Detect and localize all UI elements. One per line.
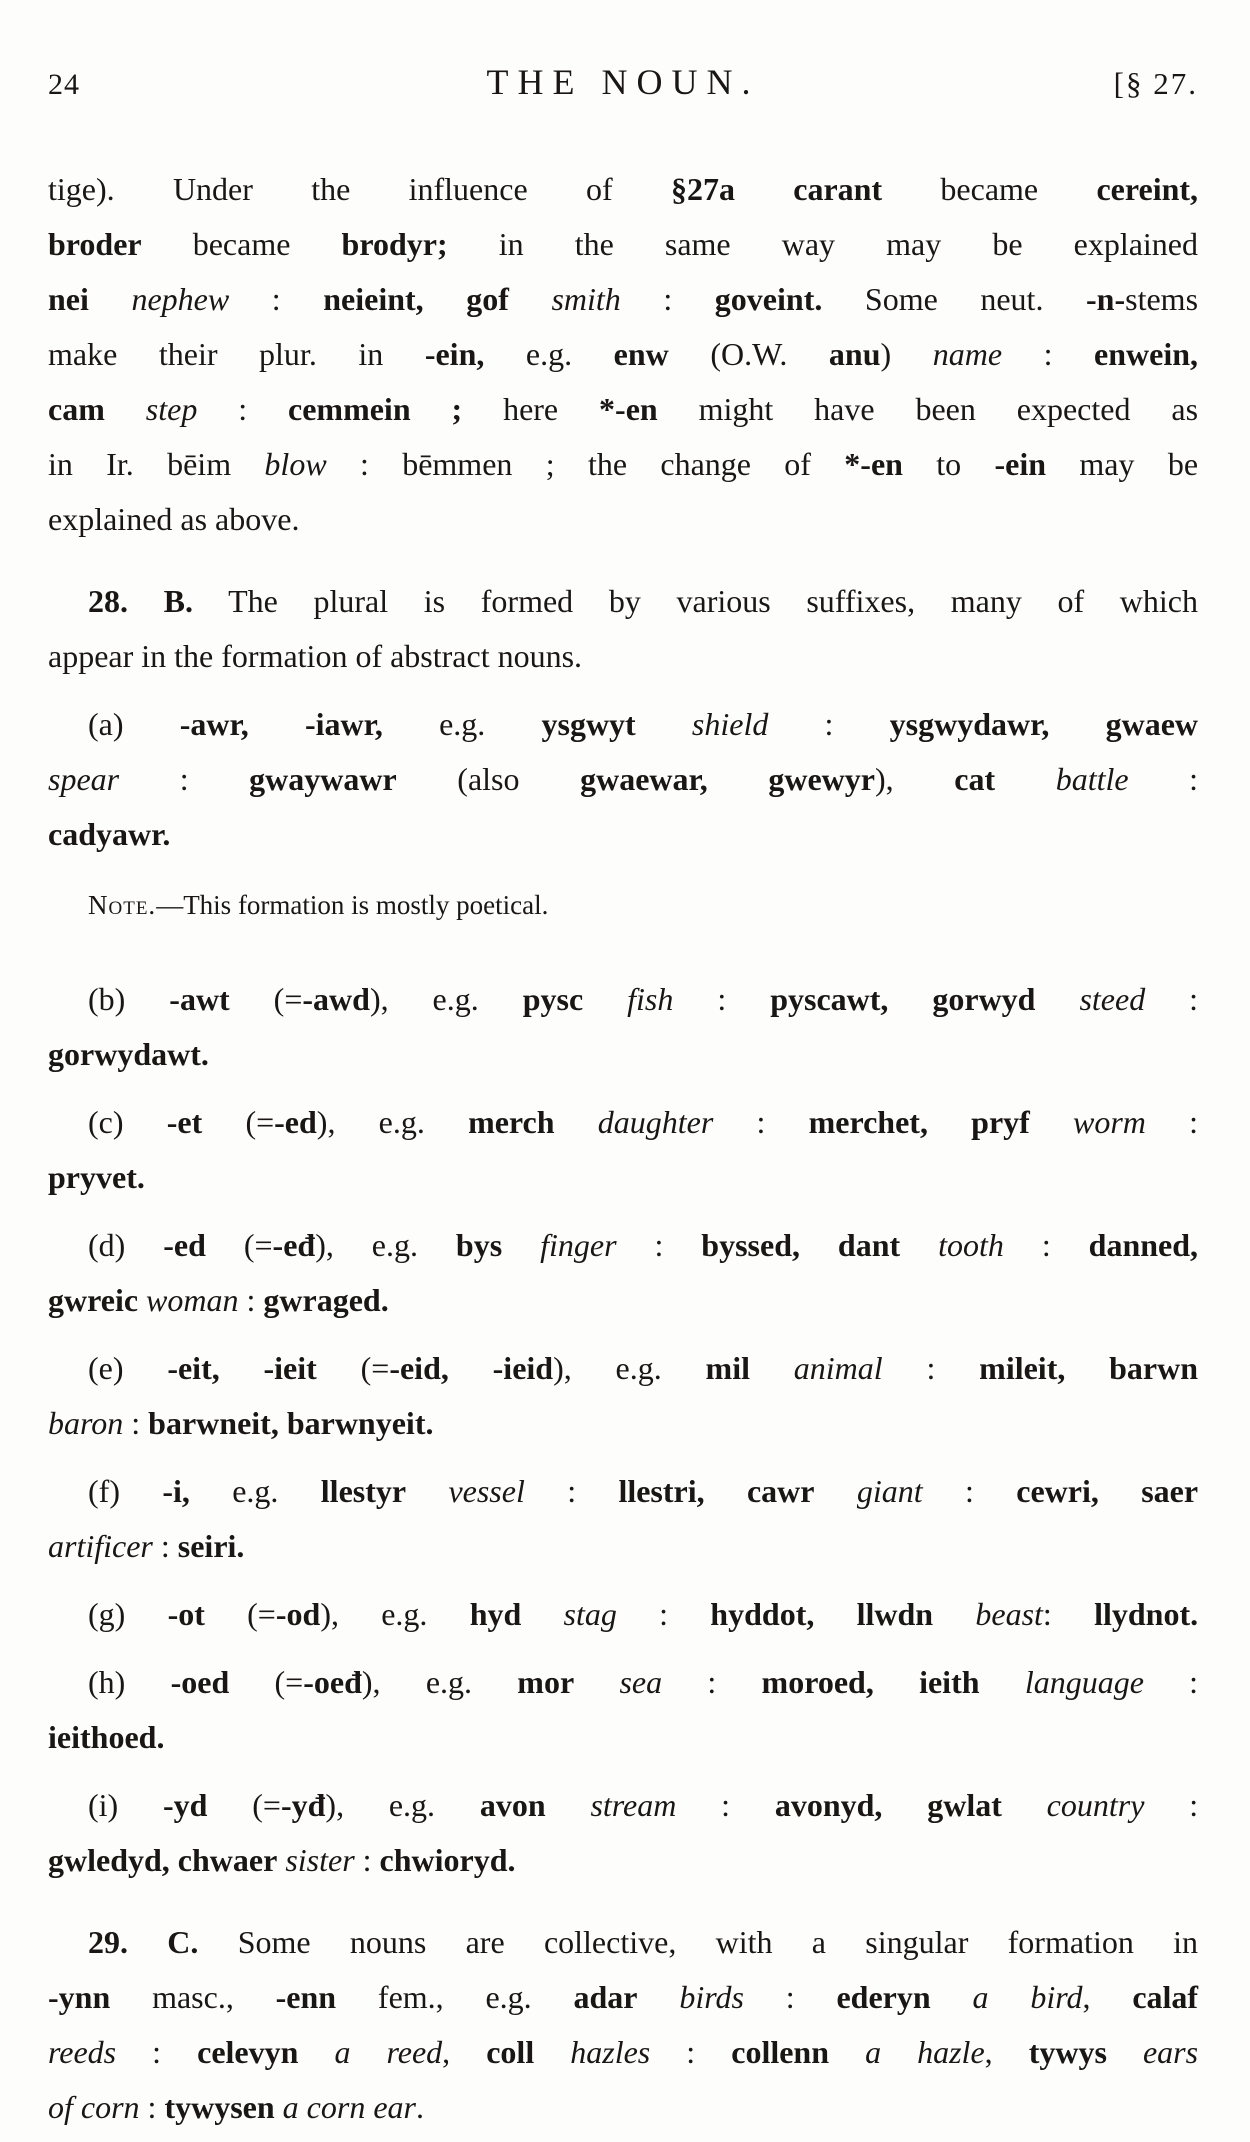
section-29-c	[48, 1915, 1198, 2135]
item-f	[48, 1464, 1198, 1574]
text-line: (c) -et (=-ed), e.g. merch daughter : merchet, pryf worm :	[88, 1104, 1198, 1140]
page-header	[48, 62, 1198, 105]
text-line: of corn : tywysen a corn ear.	[48, 2089, 424, 2125]
item-h	[48, 1655, 1198, 1765]
text-line: cadyawr.	[48, 816, 171, 852]
text-line: artificer : seiri.	[48, 1528, 245, 1564]
text-line: tige). Under the influence of §27a carant became cereint,	[48, 171, 1199, 207]
text-line: (g) -ot (=-od), e.g. hyd stag : hyddot, llwdn beast: llydnot.	[88, 1596, 1199, 1632]
text-line: (i) -yd (=-yđ), e.g. avon stream : avonyd, gwlat country :	[88, 1787, 1199, 1823]
text-line: (f) -i, e.g. llestyr vessel : llestri, cawr giant : cewri, saer	[88, 1473, 1199, 1509]
text-line: reeds : celevyn a reed, coll hazles : collenn a hazle, tywys ears	[48, 2034, 1199, 2070]
text-line: baron : barwneit, barwnyeit.	[48, 1405, 434, 1441]
item-d	[48, 1218, 1198, 1328]
page-number: 24	[48, 68, 80, 101]
text-line: gorwydawt.	[48, 1036, 209, 1072]
item-e	[48, 1341, 1198, 1451]
text-line: in Ir. bēim blow : bēmmen ; the change of *-en to -ein may be	[48, 446, 1199, 482]
item-a	[48, 697, 1198, 862]
text-line: appear in the formation of abstract nouns.	[48, 638, 583, 674]
text-line: gwreic woman : gwraged.	[48, 1282, 389, 1318]
text-line: (b) -awt (=-awd), e.g. pysc fish : pyscawt, gorwyd steed :	[88, 981, 1199, 1017]
text-line: nei nephew : neieint, gof smith : goveint. Some neut. -n-stems	[48, 281, 1199, 317]
text-line: ieithoed.	[48, 1719, 165, 1755]
text-line: pryvet.	[48, 1159, 145, 1195]
text-line: (h) -oed (=-oeđ), e.g. mor sea : moroed, ieith language :	[88, 1664, 1199, 1700]
item-g	[48, 1587, 1198, 1642]
text-line: -ynn masc., -enn fem., e.g. adar birds : ederyn a bird, calaf	[48, 1979, 1199, 2015]
running-title: THE NOUN.	[486, 62, 760, 102]
text-line: explained as above.	[48, 501, 300, 537]
item-i	[48, 1778, 1198, 1888]
text-line: cam step : cemmein ; here *-en might have been expected as	[48, 391, 1199, 427]
text-line: (e) -eit, -ieit (=-eid, -ieid), e.g. mil animal : mileit, barwn	[88, 1350, 1199, 1386]
text-line: (a) -awr, -iawr, e.g. ysgwyt shield : ysgwydawr, gwaew	[88, 706, 1198, 742]
section-marker: [§ 27.	[1113, 66, 1198, 101]
text-line: gwledyd, chwaer sister : chwioryd.	[48, 1842, 516, 1878]
note-paragraph	[48, 883, 1198, 927]
text-line: make their plur. in -ein, e.g. enw (O.W. anu) name : enwein,	[48, 336, 1199, 372]
item-c	[48, 1095, 1198, 1205]
page-body	[48, 162, 1198, 2135]
text-line: 28. B. The plural is formed by various suffixes, many of which	[88, 583, 1199, 619]
text-line: Note.—This formation is mostly poetical.	[88, 890, 549, 920]
text-line: (d) -ed (=-eđ), e.g. bys finger : byssed, dant tooth : danned,	[88, 1227, 1199, 1263]
section-28-b	[48, 574, 1198, 684]
text-line: broder became brodyr; in the same way may be explained	[48, 226, 1199, 262]
para-27-continuation	[48, 162, 1198, 547]
item-b	[48, 972, 1198, 1082]
text-line: 29. C. Some nouns are collective, with a singular formation in	[88, 1924, 1199, 1960]
text-line: spear : gwaywawr (also gwaewar, gwewyr), cat battle :	[48, 761, 1199, 797]
